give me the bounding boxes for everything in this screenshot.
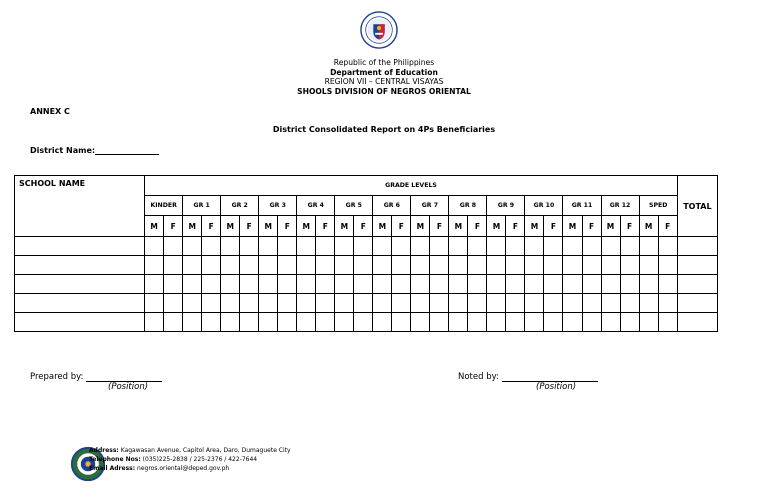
school-name-cell[interactable] <box>15 313 145 332</box>
female-header: F <box>202 216 221 237</box>
grade-header-12: GR 12 <box>601 196 639 216</box>
count-cell[interactable] <box>221 313 240 332</box>
grade-header-5: GR 5 <box>335 196 373 216</box>
count-cell[interactable] <box>145 294 164 313</box>
male-header: M <box>525 216 544 237</box>
count-cell[interactable] <box>240 237 259 256</box>
count-cell[interactable] <box>563 294 582 313</box>
count-cell[interactable] <box>544 313 563 332</box>
grade-header-0: KINDER <box>145 196 183 216</box>
female-header: F <box>506 216 525 237</box>
count-cell[interactable] <box>392 237 411 256</box>
count-cell[interactable] <box>202 294 221 313</box>
count-cell[interactable] <box>582 294 601 313</box>
count-cell[interactable] <box>316 237 335 256</box>
male-header: M <box>449 216 468 237</box>
telephone-value: (035)225-2838 / 225-2376 / 422-7644 <box>142 456 258 463</box>
count-cell[interactable] <box>411 237 430 256</box>
prepared-by-blank[interactable] <box>86 372 162 382</box>
count-cell[interactable] <box>563 237 582 256</box>
count-cell[interactable] <box>202 275 221 294</box>
count-cell[interactable] <box>601 237 620 256</box>
annex-label: ANNEX C <box>30 107 70 116</box>
table-row <box>15 275 718 294</box>
count-cell[interactable] <box>430 313 449 332</box>
count-cell[interactable] <box>506 294 525 313</box>
count-cell[interactable] <box>487 237 506 256</box>
telephone-label: Telephone Nos: <box>89 456 141 463</box>
count-cell[interactable] <box>259 256 278 275</box>
count-cell[interactable] <box>316 294 335 313</box>
count-cell[interactable] <box>240 294 259 313</box>
count-cell[interactable] <box>430 237 449 256</box>
count-cell[interactable] <box>544 294 563 313</box>
count-cell[interactable] <box>620 256 639 275</box>
count-cell[interactable] <box>183 313 202 332</box>
count-cell[interactable] <box>335 313 354 332</box>
count-cell[interactable] <box>449 294 468 313</box>
prepared-by-position: (Position) <box>108 382 149 392</box>
republic-text: Republic of the Philippines <box>333 58 435 67</box>
address-label: Address: <box>89 447 119 454</box>
count-cell[interactable] <box>316 313 335 332</box>
table-row <box>15 256 718 275</box>
female-header: F <box>658 216 677 237</box>
count-cell[interactable] <box>639 256 658 275</box>
count-cell[interactable] <box>563 313 582 332</box>
count-cell[interactable] <box>202 313 221 332</box>
count-cell[interactable] <box>335 275 354 294</box>
grade-header-13: SPED <box>639 196 677 216</box>
count-cell[interactable] <box>658 275 677 294</box>
count-cell[interactable] <box>487 313 506 332</box>
count-cell[interactable] <box>259 294 278 313</box>
beneficiaries-table <box>14 175 718 332</box>
count-cell[interactable] <box>259 237 278 256</box>
female-header: F <box>316 216 335 237</box>
count-cell[interactable] <box>430 275 449 294</box>
count-cell[interactable] <box>297 275 316 294</box>
count-cell[interactable] <box>354 294 373 313</box>
email-value: negros.oriental@deped.gov.ph <box>137 465 230 472</box>
noted-by-blank[interactable] <box>502 372 598 382</box>
count-cell[interactable] <box>601 294 620 313</box>
prepared-by-label: Prepared by: <box>30 372 84 382</box>
female-header: F <box>278 216 297 237</box>
count-cell[interactable] <box>202 256 221 275</box>
total-cell[interactable] <box>677 294 717 313</box>
count-cell[interactable] <box>639 313 658 332</box>
grade-header-8: GR 8 <box>449 196 487 216</box>
male-header: M <box>487 216 506 237</box>
count-cell[interactable] <box>183 275 202 294</box>
table-row <box>15 294 718 313</box>
count-cell[interactable] <box>221 275 240 294</box>
count-cell[interactable] <box>639 294 658 313</box>
female-header: F <box>430 216 449 237</box>
count-cell[interactable] <box>392 275 411 294</box>
region-text: REGION VII – CENTRAL VISAYAS <box>324 77 444 86</box>
count-cell[interactable] <box>601 256 620 275</box>
count-cell[interactable] <box>525 313 544 332</box>
count-cell[interactable] <box>620 313 639 332</box>
count-cell[interactable] <box>373 237 392 256</box>
count-cell[interactable] <box>411 294 430 313</box>
grade-header-4: GR 4 <box>297 196 335 216</box>
count-cell[interactable] <box>354 313 373 332</box>
count-cell[interactable] <box>145 313 164 332</box>
female-header: F <box>392 216 411 237</box>
male-header: M <box>145 216 164 237</box>
count-cell[interactable] <box>335 256 354 275</box>
total-cell[interactable] <box>677 256 717 275</box>
male-header: M <box>335 216 354 237</box>
male-header: M <box>373 216 392 237</box>
noted-by-label: Noted by: <box>458 372 499 382</box>
count-cell[interactable] <box>525 275 544 294</box>
male-header: M <box>411 216 430 237</box>
count-cell[interactable] <box>335 294 354 313</box>
count-cell[interactable] <box>392 256 411 275</box>
count-cell[interactable] <box>601 275 620 294</box>
female-header: F <box>164 216 183 237</box>
count-cell[interactable] <box>183 294 202 313</box>
count-cell[interactable] <box>202 237 221 256</box>
count-cell[interactable] <box>639 275 658 294</box>
grade-header-1: GR 1 <box>183 196 221 216</box>
count-cell[interactable] <box>354 256 373 275</box>
count-cell[interactable] <box>582 313 601 332</box>
count-cell[interactable] <box>639 237 658 256</box>
female-header: F <box>240 216 259 237</box>
count-cell[interactable] <box>373 313 392 332</box>
male-header: M <box>639 216 658 237</box>
count-cell[interactable] <box>430 294 449 313</box>
noted-by-field <box>458 372 598 382</box>
count-cell[interactable] <box>240 256 259 275</box>
count-cell[interactable] <box>506 313 525 332</box>
count-cell[interactable] <box>297 237 316 256</box>
count-cell[interactable] <box>297 294 316 313</box>
count-cell[interactable] <box>392 294 411 313</box>
count-cell[interactable] <box>240 275 259 294</box>
count-cell[interactable] <box>354 275 373 294</box>
count-cell[interactable] <box>164 294 183 313</box>
table-row <box>15 237 718 256</box>
male-header: M <box>563 216 582 237</box>
count-cell[interactable] <box>658 313 677 332</box>
count-cell[interactable] <box>582 256 601 275</box>
count-cell[interactable] <box>601 313 620 332</box>
count-cell[interactable] <box>278 294 297 313</box>
school-name-cell[interactable] <box>15 237 145 256</box>
grade-header-3: GR 3 <box>259 196 297 216</box>
grade-levels-header: GRADE LEVELS <box>145 176 678 196</box>
count-cell[interactable] <box>221 237 240 256</box>
male-header: M <box>183 216 202 237</box>
female-header: F <box>544 216 563 237</box>
count-cell[interactable] <box>544 237 563 256</box>
count-cell[interactable] <box>278 237 297 256</box>
grade-header-6: GR 6 <box>373 196 411 216</box>
count-cell[interactable] <box>506 237 525 256</box>
count-cell[interactable] <box>525 256 544 275</box>
count-cell[interactable] <box>240 313 259 332</box>
school-name-cell[interactable] <box>15 275 145 294</box>
grade-header-11: GR 11 <box>563 196 601 216</box>
report-title: District Consolidated Report on 4Ps Beneficiaries <box>272 125 496 134</box>
count-cell[interactable] <box>278 256 297 275</box>
count-cell[interactable] <box>221 256 240 275</box>
count-cell[interactable] <box>373 275 392 294</box>
count-cell[interactable] <box>297 313 316 332</box>
count-cell[interactable] <box>658 294 677 313</box>
count-cell[interactable] <box>449 237 468 256</box>
noted-by-position: (Position) <box>536 382 577 392</box>
female-header: F <box>620 216 639 237</box>
total-cell[interactable] <box>677 237 717 256</box>
female-header: F <box>582 216 601 237</box>
count-cell[interactable] <box>221 294 240 313</box>
table-row <box>15 313 718 332</box>
grade-header-2: GR 2 <box>221 196 259 216</box>
count-cell[interactable] <box>145 256 164 275</box>
count-cell[interactable] <box>544 275 563 294</box>
count-cell[interactable] <box>278 313 297 332</box>
count-cell[interactable] <box>620 294 639 313</box>
count-cell[interactable] <box>658 256 677 275</box>
count-cell[interactable] <box>487 294 506 313</box>
contact-footer <box>89 446 291 473</box>
division-text: SHOOLS DIVISION OF NEGROS ORIENTAL <box>297 87 471 96</box>
female-header: F <box>354 216 373 237</box>
count-cell[interactable] <box>506 275 525 294</box>
count-cell[interactable] <box>259 275 278 294</box>
female-header: F <box>468 216 487 237</box>
count-cell[interactable] <box>164 256 183 275</box>
count-cell[interactable] <box>430 256 449 275</box>
male-header: M <box>601 216 620 237</box>
email-label: Email Adress: <box>89 465 136 472</box>
total-cell[interactable] <box>677 313 717 332</box>
count-cell[interactable] <box>449 275 468 294</box>
count-cell[interactable] <box>373 294 392 313</box>
count-cell[interactable] <box>468 294 487 313</box>
count-cell[interactable] <box>582 237 601 256</box>
count-cell[interactable] <box>487 256 506 275</box>
prepared-by-field <box>30 372 162 382</box>
grade-header-7: GR 7 <box>411 196 449 216</box>
count-cell[interactable] <box>658 237 677 256</box>
count-cell[interactable] <box>411 256 430 275</box>
count-cell[interactable] <box>259 313 278 332</box>
district-name-field <box>30 146 159 155</box>
count-cell[interactable] <box>620 237 639 256</box>
count-cell[interactable] <box>487 275 506 294</box>
count-cell[interactable] <box>373 256 392 275</box>
count-cell[interactable] <box>164 275 183 294</box>
district-name-blank[interactable] <box>95 146 159 155</box>
count-cell[interactable] <box>164 237 183 256</box>
count-cell[interactable] <box>411 313 430 332</box>
count-cell[interactable] <box>449 256 468 275</box>
count-cell[interactable] <box>164 313 183 332</box>
count-cell[interactable] <box>354 237 373 256</box>
count-cell[interactable] <box>563 275 582 294</box>
count-cell[interactable] <box>145 237 164 256</box>
male-header: M <box>221 216 240 237</box>
grade-header-9: GR 9 <box>487 196 525 216</box>
count-cell[interactable] <box>468 256 487 275</box>
count-cell[interactable] <box>183 256 202 275</box>
count-cell[interactable] <box>183 237 202 256</box>
school-name-cell[interactable] <box>15 294 145 313</box>
address-value: Kagawasan Avenue, Capitol Area, Daro, Dumaguete City <box>120 447 291 454</box>
count-cell[interactable] <box>297 256 316 275</box>
deped-seal-logo <box>360 11 398 49</box>
district-name-label: District Name: <box>30 146 96 155</box>
count-cell[interactable] <box>525 237 544 256</box>
count-cell[interactable] <box>563 256 582 275</box>
grade-header-10: GR 10 <box>525 196 563 216</box>
count-cell[interactable] <box>506 256 525 275</box>
count-cell[interactable] <box>316 256 335 275</box>
count-cell[interactable] <box>335 237 354 256</box>
count-cell[interactable] <box>392 313 411 332</box>
department-text: Department of Education <box>330 68 438 77</box>
school-name-cell[interactable] <box>15 256 145 275</box>
count-cell[interactable] <box>525 294 544 313</box>
count-cell[interactable] <box>582 275 601 294</box>
count-cell[interactable] <box>468 237 487 256</box>
count-cell[interactable] <box>145 275 164 294</box>
school-name-header: SCHOOL NAME <box>15 176 145 237</box>
count-cell[interactable] <box>278 275 297 294</box>
total-header: TOTAL <box>677 176 717 237</box>
male-header: M <box>259 216 278 237</box>
count-cell[interactable] <box>544 256 563 275</box>
male-header: M <box>297 216 316 237</box>
count-cell[interactable] <box>449 313 468 332</box>
count-cell[interactable] <box>468 275 487 294</box>
count-cell[interactable] <box>316 275 335 294</box>
count-cell[interactable] <box>411 275 430 294</box>
count-cell[interactable] <box>468 313 487 332</box>
count-cell[interactable] <box>620 275 639 294</box>
total-cell[interactable] <box>677 275 717 294</box>
